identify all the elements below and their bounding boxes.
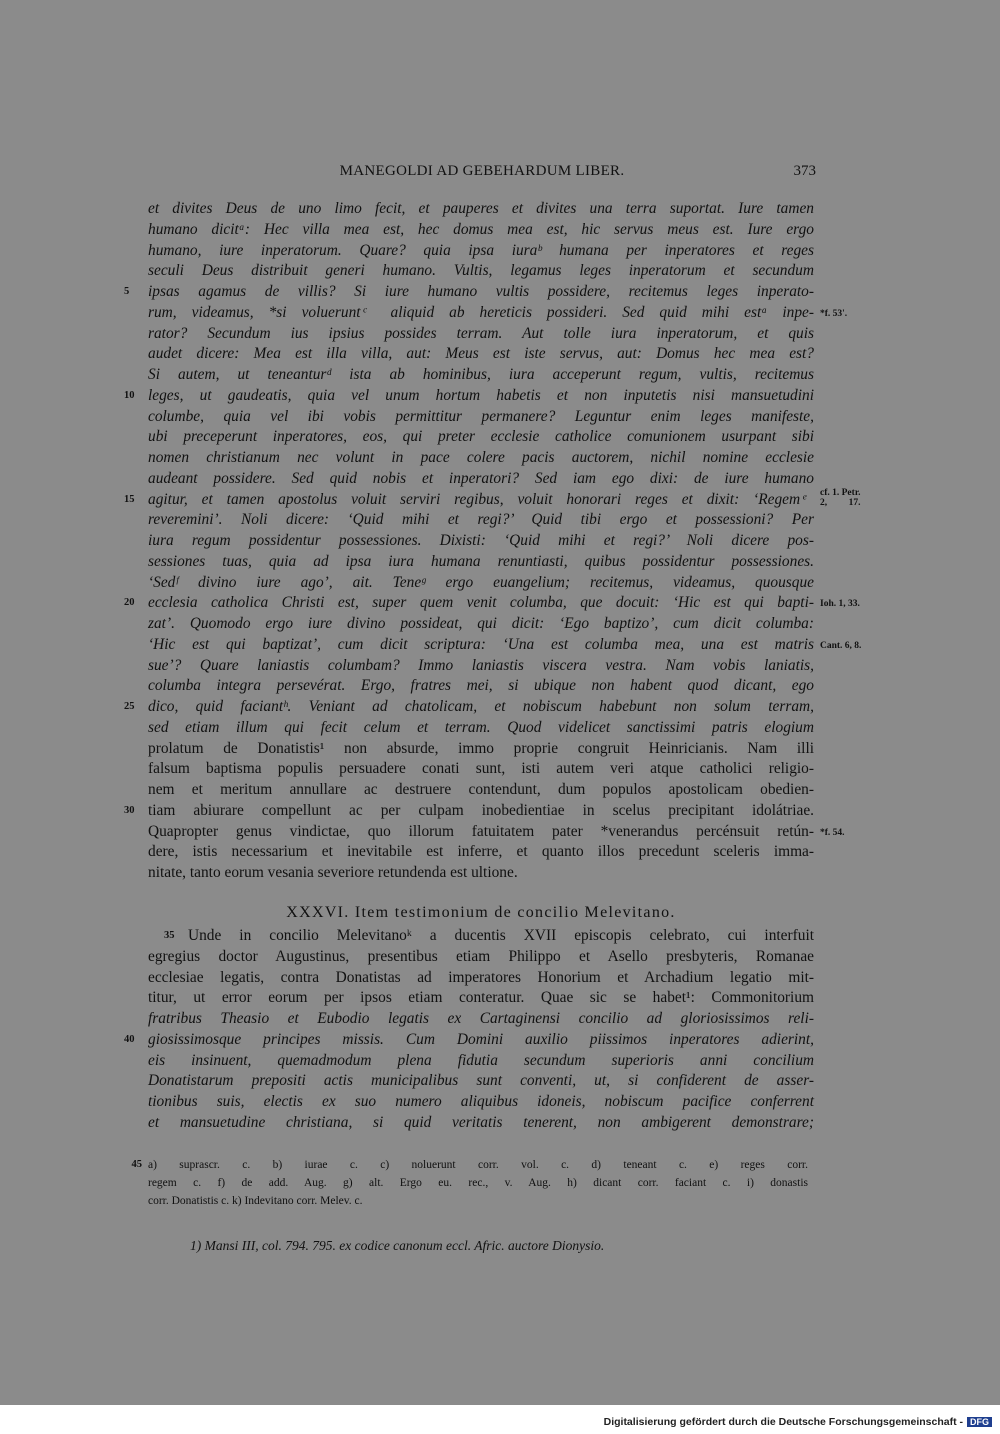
line-text: sed etiam illum qui fecit celum et terram. Quod videlicet sanctissimi patris elogium [148, 718, 814, 736]
text-line [148, 427, 814, 448]
text-line [148, 220, 814, 241]
dfg-logo: DFG [967, 1417, 992, 1427]
line-text: titur, ut error eorum per ipsos etiam conteratur. Quae sic se habet¹: Commonitorium [148, 989, 814, 1007]
text-line [148, 1071, 814, 1092]
text-line [148, 531, 814, 552]
line-text: fratribus Theasio et Eubodio legatis ex Cartaginensi concilio ad gloriosissimos reli- [148, 1010, 814, 1027]
text-line [148, 718, 814, 739]
line-text: columbe, quia vel ibi vobis permittitur permanere? Leguntur enim leges manifeste, [148, 407, 814, 425]
text-line [148, 842, 814, 863]
line-text: zat’. Quomodo ergo iure divino possideat, qui dicit: ‘Ego baptizo’, cum dicit columba: [148, 615, 814, 632]
text-line [148, 635, 862, 656]
text-line [148, 365, 814, 386]
apparatus-line: a) suprascr. c. b) iurae c. c) noluerunt corr. vol. c. d) teneant c. e) reges corr. [148, 1159, 808, 1171]
line-text: dico, quid faciantʰ. Veniant ad chatolicam, et nobiscum habebunt non solum terram, [148, 698, 814, 715]
text-line [148, 656, 814, 677]
margin-note: *f. 53'. [820, 308, 848, 319]
text-line [148, 199, 814, 220]
line-text: Si autem, ut teneanturᵈ ista ab hominibus, iura acceperunt regum, vultis, recitemus [148, 366, 814, 383]
line-text: humano, iure inperatorum. Quare? quia ipsa iuraᵇ humana per inperatores et reges [148, 241, 814, 259]
text-line [148, 241, 814, 262]
line-text: agitur, et tamen apostolus voluit serviri regibus, voluit honorari reges et dixit: ‘Regem ͤ [148, 490, 814, 508]
running-title: MANEGOLDI AD GEBEHARDUM LIBER. [339, 163, 625, 179]
text-line [148, 573, 814, 594]
apparatus-line: corr. Donatistis c. k) Indevitano corr. Melev. c. [148, 1195, 363, 1207]
text-line [148, 968, 814, 989]
line-text: reveremini’. Noli dicere: ‘Quid mihi et regi?’ Quid tibi ergo et possessioni? Per [148, 511, 814, 529]
line-text: leges, ut gaudeatis, quia vel unum hortum habetis et non inputetis nisi mansuetudini [148, 386, 814, 404]
line-number: 30 [124, 804, 135, 816]
line-text: falsum baptisma populis persuadere conati sunt, isti autem veri atque catholici religio- [148, 760, 814, 778]
apparatus-line: regem c. f) de add. Aug. g) alt. Ergo eu. rec., v. Aug. h) dicant corr. faciant c. i) donastis [148, 1177, 808, 1189]
text-line [148, 324, 814, 345]
margin-note: Cant. 6, 8. [820, 640, 862, 651]
line-number: 45 [131, 1159, 142, 1170]
line-text: et mansuetudine christiana, si quid veritatis tenerent, non ambigerent demonstrare; [148, 1113, 814, 1131]
main-text [124, 199, 862, 884]
text-line [148, 780, 814, 801]
line-text: tiam abiurare compellunt ac per culpam inobedientiae in scelus precipitant idolátriae. [148, 801, 814, 819]
line-text: ubi preceperunt inperatores, eos, qui preter ecclesie catholice comunionem usurpant sibi [148, 428, 814, 446]
line-text: iura regum possidentur possessiones. Dixisti: ‘Quid mihi et regi?’ Noli dicere pos- [148, 532, 814, 549]
line-number: 15 [124, 493, 135, 505]
line-number: 35 [164, 930, 175, 941]
line-number: 40 [124, 1033, 135, 1045]
footnote: 1) Mansi III, col. 794. 795. ex codice canonum eccl. Afric. auctore Dionysio. [190, 1238, 605, 1253]
line-number: 5 [124, 286, 130, 297]
margin-note: Ioh. 1, 33. [820, 599, 860, 610]
text-line [148, 759, 814, 780]
line-text: humano dicitᵃ: Hec villa mea est, hec domus mea est, hic servus meus est. Iure ergo [148, 220, 814, 238]
digitization-credit [604, 1416, 992, 1428]
line-text: rum, videamus, *si voluerunt ͨ aliquid ab hereticis possideri. Sed quid mihi estᵃ inpe- [148, 303, 814, 321]
text-line [148, 448, 814, 469]
text-line [124, 282, 814, 303]
critical-apparatus [131, 1156, 808, 1210]
line-text: egregius doctor Augustinus, presentibus etiam Philippo et Asello presbyteris, Romanae [148, 947, 814, 965]
section-heading: XXXVI. Item testimonium de concilio Melevitano. [286, 904, 676, 921]
text-line [148, 344, 814, 365]
text-line [124, 487, 861, 511]
text-line [148, 988, 814, 1009]
text-line [148, 407, 814, 428]
text-line [124, 593, 860, 614]
line-text: seculi Deus distribuit generi humano. Vultis, legamus leges inperatorum et secundum [148, 262, 814, 280]
line-text: ecclesia catholica Christi est, super quem venit columba, que docuit: ‘Hic est qui bapti- [148, 594, 814, 612]
text-line [124, 801, 814, 822]
credit-text: Digitalisierung gefördert durch die Deutsche Forschungsgemeinschaft - [603, 1416, 963, 1428]
text-line [148, 261, 814, 282]
line-number: 20 [124, 597, 135, 609]
running-header [148, 163, 816, 183]
line-text: ipsas agamus de villis? Si iure humano vultis possidere, recitemus leges inperato- [148, 283, 814, 300]
text-line [148, 1009, 814, 1030]
text-line [148, 614, 814, 635]
line-text: prolatum de Donatistis¹ non absurde, immo proprie congruit Heinricianis. Nam illi [148, 739, 814, 757]
text-line [148, 510, 814, 531]
line-text: dere, istis necessarium et inevitabile est inferre, et quanto illos precedunt sceleris imma- [148, 843, 814, 861]
text-line [148, 552, 814, 573]
line-number: 25 [124, 701, 135, 712]
line-text: Unde in concilio Melevitanoᵏ a ducentis XVII episcopis celebrato, cui interfuit [188, 927, 814, 944]
text-line [124, 386, 814, 407]
line-text: Donatistarum prepositi actis municipalibus sunt conventi, ut, si confiderent de asser- [148, 1072, 814, 1090]
line-number: 10 [124, 389, 135, 401]
page-number: 373 [793, 163, 816, 179]
line-text: ‘Hic est qui baptizat’, cum dicit scriptura: ‘Una est columba mea, una est matris [148, 635, 814, 653]
line-text: sue’? Quare laniastis columbam? Immo laniastis viscera vestra. Nam vobis laniatis, [148, 656, 814, 674]
line-text: eis insinuent, quemadmodum plena fidutia secundum superioris anni concilium [148, 1051, 814, 1069]
line-text: nem et meritum annullare ac destruere contendunt, dum populos apostolicam obedien- [148, 781, 814, 798]
text-line [148, 822, 845, 843]
margin-note: cf. 1. Petr. 2, 17. [820, 487, 861, 508]
text-line [148, 303, 848, 324]
text-line [148, 676, 814, 697]
line-text: columba integra persevérat. Ergo, fratres mei, si ubique non habent quod dicant, ego [148, 677, 814, 695]
text-line [148, 739, 814, 760]
text-line [148, 469, 814, 490]
text-line [148, 863, 814, 884]
line-text: giosissimosque principes missis. Cum Domini auxilio piissimos inperatores adierint, [148, 1030, 814, 1048]
line-text: nitate, tanto eorum vesania severiore retundenda est ultione. [148, 864, 518, 881]
line-text: Quapropter genus vindictae, quo illorum fatuitatem pater *venerandus percénsuit retún- [148, 822, 814, 840]
line-text: audeant possidere. Sed quid nobis et inperatori? Sed iam ego dixi: de iure humano [148, 469, 814, 487]
line-text: rator? Secundum ius ipsius possides terram. Aut tolle iura inperatorum, et quis [148, 324, 814, 342]
line-text: ‘Sedᶠ divino iure ago’, ait. Teneᵍ ergo euangelium; recitemus, videamus, quousque [148, 573, 814, 591]
text-line [148, 1051, 814, 1072]
text-line [124, 1030, 814, 1051]
line-text: sessiones tuas, quia ad ipsa iura humana renuntiasti, quibus possidentur possessiones. [148, 552, 814, 570]
section-text [124, 926, 814, 1134]
line-text: tionibus suis, electis ex suo numero aliquibus idoneis, nobiscum pacifice conferrent [148, 1093, 814, 1110]
text-line [148, 1113, 814, 1134]
text-line [148, 926, 814, 947]
line-text: nomen christianum nec volunt in pace colere pacis auctorem, nichil nomine ecclesie [148, 449, 814, 466]
text-line [148, 1092, 814, 1113]
text-line [148, 947, 814, 968]
margin-note: *f. 54. [820, 827, 845, 838]
line-text: et divites Deus de uno limo fecit, et pauperes et divites una terra suportat. Iure tamen [148, 200, 814, 217]
line-text: ecclesiae legatis, contra Donatistas ad imperatores Honorium et Archadium legatio mit- [148, 968, 814, 986]
text-line [124, 697, 814, 718]
line-text: audet dicere: Mea est illa villa, aut: Meus est iste servus, aut: Domus hec mea est? [148, 345, 814, 363]
